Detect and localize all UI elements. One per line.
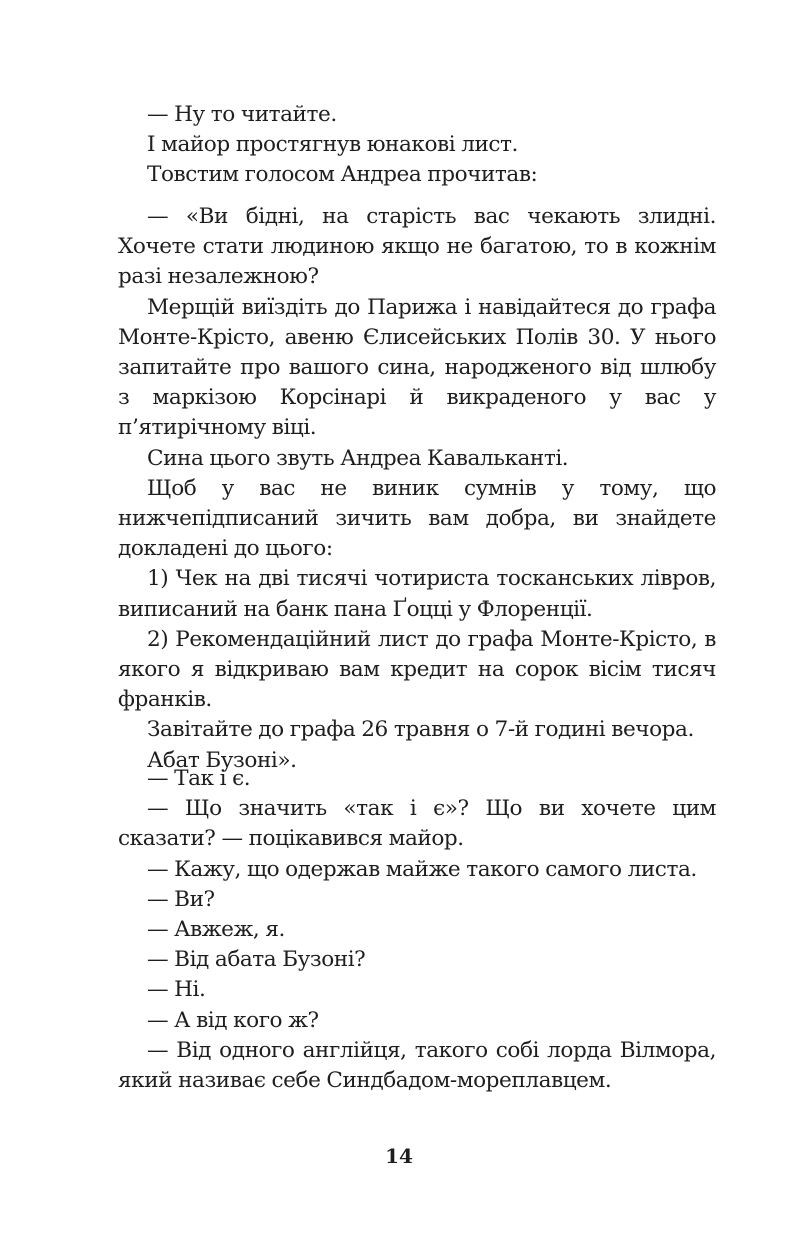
paragraph: Щоб у вас не виник сумнів у тому, що нижчепідписаний зичить вам добра, ви знайдете докладені до цього: [118,475,716,562]
paragraph: — Авжеж, я. [147,917,285,943]
paragraph: — Так і є. [147,766,251,791]
paragraph: — А від кого ж? [147,1007,319,1033]
paragraph: І майор простягнув юнакові лист. [147,132,518,158]
paragraph: — Ну то читайте. [147,102,337,127]
paragraph: Товстим голосом Андреа прочитав: [147,162,538,188]
text-block-letter [118,202,716,776]
paragraph: — Ви? [147,886,215,912]
text-block-dialogue [118,764,716,1096]
paragraph: Завітайте до графа 26 травня о 7-й годині вечора. [147,717,694,743]
paragraph: 1) Чек на дві тисячі чотириста тосканських лівров, виписаний на банк пана Ґоцці у Флоренції. [118,566,716,622]
paragraph: — Від абата Бузоні? [147,947,366,973]
paragraph: — Від одного англійця, такого собі лорда Вілмора, який називає себе Синдбадом-мореплавцем. [118,1037,716,1094]
paragraph: Мерщій виїздіть до Парижа і навідайтеся до графа Монте-Крісто, авеню Єлисейських Полів 30. У нього запитайте про вашого сина, народженого від шлюбу з маркізою Корсінарі й викраденого у вас у п’ятирічному віці. [118,294,716,441]
text-block-opening [118,100,716,191]
paragraph: Абат Бузоні». [147,747,297,773]
paragraph: — Що значить «так і є»? Що ви хочете цим сказати? — поцікавився майор. [118,796,716,852]
paragraph: — Ні. [147,977,206,1003]
paragraph: 2) Рекомендаційний лист до графа Монте-Крісто, в якого я відкриваю вам кредит на сорок вісім тисяч франків. [118,626,716,713]
paragraph: — «Ви бідні, на старість вас чекають злидні. Хочете стати людиною якщо не багатою, то в кожнім разі незалежною? [118,204,716,290]
paragraph: Сина цього звуть Андреа Кавальканті. [147,445,569,471]
page-number: 14 [385,1144,413,1168]
paragraph: — Кажу, що одержав майже такого самого листа. [147,856,697,882]
